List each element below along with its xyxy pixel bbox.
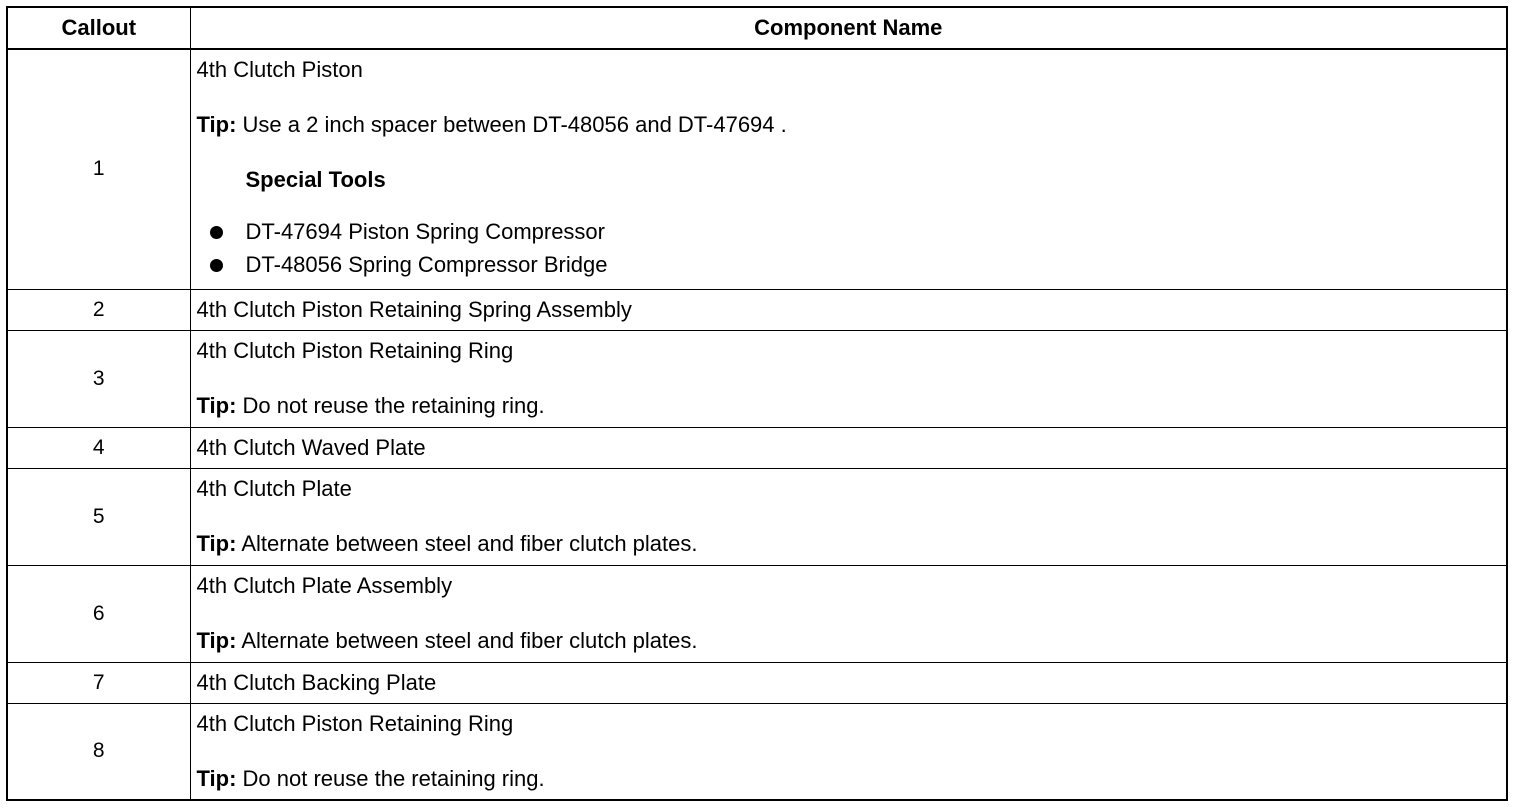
tip-label: Tip:: [196, 531, 237, 556]
component-name: 4th Clutch Backing Plate: [196, 669, 437, 695]
special-tools-list: [197, 215, 1501, 281]
component-name-cell: [190, 427, 1507, 468]
tip-body: Alternate between steel and fiber clutch plates.: [236, 531, 698, 556]
bullet-icon: [210, 226, 223, 239]
tip-text: [197, 628, 1501, 654]
tip-label: Tip:: [196, 765, 237, 791]
component-name-cell: [190, 330, 1507, 427]
tip-label: Tip:: [196, 628, 237, 653]
callout-cell: 5: [7, 468, 190, 565]
component-name-cell: [190, 49, 1507, 289]
tip-body: Alternate between steel and fiber clutch plates.: [236, 628, 698, 653]
tip-body: Do not reuse the retaining ring.: [236, 393, 545, 418]
list-item: [246, 248, 1501, 281]
component-name-cell: [190, 289, 1507, 330]
component-name-cell: [190, 468, 1507, 565]
table-row: [7, 49, 1507, 289]
tip-label: Tip:: [196, 112, 237, 138]
component-name-header: Component Name: [190, 7, 1507, 49]
bullet-icon: [210, 259, 223, 272]
table-row: [7, 330, 1507, 427]
component-name: 4th Clutch Piston Retaining Ring: [196, 338, 514, 363]
table-header-row: [7, 7, 1507, 49]
callout-cell: 4: [7, 427, 190, 468]
tip-text: [197, 766, 1501, 792]
tip-body: Use a 2 inch spacer between DT-48056 and DT-47694 .: [236, 112, 787, 138]
tip-text: [197, 112, 1501, 138]
component-table: [6, 6, 1508, 801]
component-name-cell: [190, 565, 1507, 662]
callout-cell: 6: [7, 565, 190, 662]
component-name: 4th Clutch Piston Retaining Spring Assembly: [196, 296, 632, 322]
tip-text: [197, 393, 1501, 419]
component-name: 4th Clutch Waved Plate: [196, 434, 426, 460]
table-row: [7, 565, 1507, 662]
tool-name: DT-48056 Spring Compressor Bridge: [245, 252, 608, 278]
table-row: [7, 662, 1507, 703]
table-row: [7, 703, 1507, 800]
component-name: 4th Clutch Plate Assembly: [196, 573, 453, 598]
special-tools-heading: Special Tools: [245, 167, 386, 193]
table-row: [7, 468, 1507, 565]
callout-cell: 7: [7, 662, 190, 703]
callout-cell: 8: [7, 703, 190, 800]
component-name-cell: [190, 703, 1507, 800]
list-item: [246, 215, 1501, 248]
component-name: 4th Clutch Piston Retaining Ring: [196, 710, 514, 736]
callout-cell: 1: [7, 49, 190, 289]
callout-header: Callout: [7, 7, 190, 49]
component-name: 4th Clutch Piston: [196, 57, 363, 83]
tip-label: Tip:: [196, 393, 237, 418]
callout-cell: 3: [7, 330, 190, 427]
tip-body: Do not reuse the retaining ring.: [236, 765, 545, 791]
callout-cell: 2: [7, 289, 190, 330]
table-row: [7, 427, 1507, 468]
tip-text: [197, 531, 1501, 557]
tool-name: DT-47694 Piston Spring Compressor: [245, 219, 605, 245]
component-name: 4th Clutch Plate: [196, 476, 352, 501]
table-row: [7, 289, 1507, 330]
component-name-cell: [190, 662, 1507, 703]
